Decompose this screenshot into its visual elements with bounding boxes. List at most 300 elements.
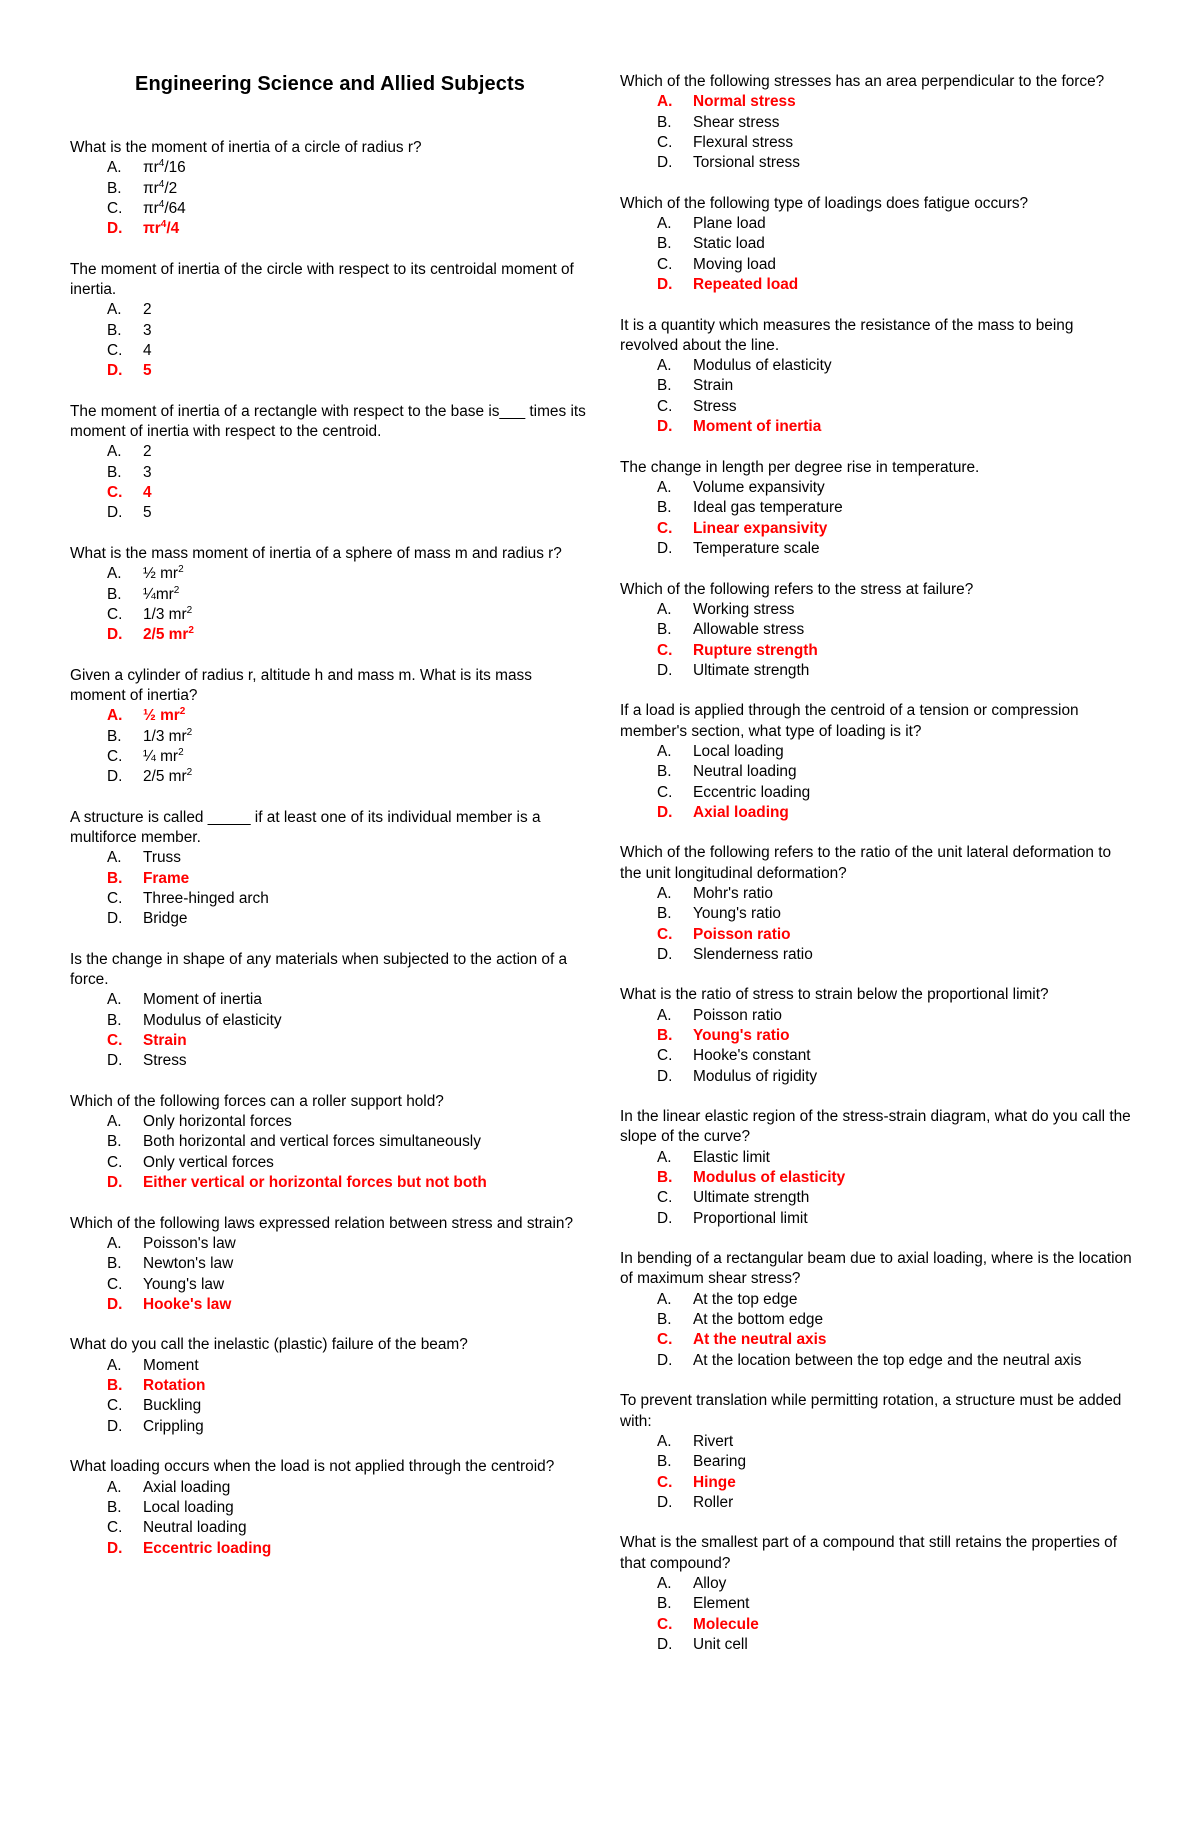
option-exponent: 4 [158,199,165,211]
option-main-text: Ultimate strength [693,1189,810,1207]
answer-option [620,1432,1135,1452]
question-block [620,1533,1135,1655]
option-text [693,742,1135,762]
question-text: What loading occurs when the load is not applied through the centroid? [70,1458,555,1476]
answer-option [70,767,590,787]
option-exponent: 2 [186,767,193,779]
option-list [70,848,590,930]
option-letter: D. [107,768,123,786]
option-main-text: Moment [143,1356,199,1374]
question-block [620,1107,1135,1229]
option-list [620,356,1135,438]
option-text [143,1275,590,1295]
answer-option [620,255,1135,275]
option-text [143,300,590,320]
option-text [693,113,1135,133]
answer-option [70,889,590,909]
answer-option [70,1498,590,1518]
option-text [693,1310,1135,1330]
option-text [693,1290,1135,1310]
option-main-text: πr [143,220,161,238]
answer-option [70,585,590,605]
option-main-text: At the bottom edge [693,1311,824,1329]
answer-option [70,990,590,1010]
option-letter: B. [107,1133,122,1151]
option-main-text: ¼ mr [143,747,179,765]
option-main-text: Stress [143,1052,187,1070]
option-main-text: Shear stress [693,113,780,131]
option-text [143,199,590,219]
answer-option [70,1153,590,1173]
option-text [693,519,1135,539]
option-letter: B. [107,585,122,603]
option-exponent: 2 [173,584,180,596]
option-text [143,1132,590,1152]
answer-option [620,783,1135,803]
option-text [693,1615,1135,1635]
option-main-text: Strain [693,377,734,395]
answer-option [620,113,1135,133]
option-text [693,1493,1135,1513]
option-text [693,945,1135,965]
option-suffix: /64 [164,200,186,218]
answer-option [620,1493,1135,1513]
option-main-text: Buckling [143,1397,202,1415]
option-letter: A. [107,301,122,319]
option-exponent: 2 [179,706,186,718]
answer-option [620,1148,1135,1168]
option-text [693,1635,1135,1655]
option-text [143,158,590,178]
option-letter: A. [107,443,122,461]
option-text [143,848,590,868]
option-letter: A. [657,478,672,496]
option-text [143,219,590,239]
option-text [693,498,1135,518]
option-letter: C. [657,255,673,273]
option-main-text: Either vertical or horizontal forces but not both [143,1174,487,1192]
question-block [620,1249,1135,1371]
option-text [693,1148,1135,1168]
answer-option [620,1310,1135,1330]
option-main-text: Newton's law [143,1255,234,1273]
answer-option [70,564,590,584]
option-text [693,417,1135,437]
answer-option [620,214,1135,234]
answer-option [620,234,1135,254]
answer-option [620,1209,1135,1229]
option-text [693,478,1135,498]
question-text: What is the mass moment of inertia of a sphere of mass m and radius r? [70,544,562,562]
option-letter: C. [107,1032,123,1049]
option-letter: A. [657,93,673,111]
option-text [693,397,1135,417]
option-text [693,1473,1135,1493]
question-text: The moment of inertia of a rectangle with respect to the base is___ times its moment of inertia with respect to the centroid. [70,402,586,441]
option-exponent: 2 [178,564,184,576]
option-letter: C. [657,1189,673,1207]
correct-answer-option [70,483,590,503]
question-block [620,1391,1135,1513]
option-text [143,1478,590,1498]
option-text [143,1539,590,1559]
option-list [70,1478,590,1560]
option-text [693,762,1135,782]
correct-answer-option [620,803,1135,823]
option-text [693,1209,1135,1229]
option-text [693,1067,1135,1087]
option-letter: D. [657,803,673,821]
option-text [143,1518,590,1538]
option-letter: C. [107,1153,123,1171]
option-main-text: ½ mr [143,707,180,725]
option-main-text: Eccentric loading [143,1539,272,1557]
option-letter: C. [657,925,673,943]
correct-answer-option [70,1031,590,1051]
question-block [620,194,1135,296]
option-text [693,803,1135,823]
option-main-text: Three-hinged arch [143,889,269,907]
option-list [620,742,1135,824]
answer-option [70,727,590,747]
option-letter: B. [107,1255,122,1273]
option-letter: C. [107,200,123,218]
option-main-text: Poisson ratio [693,1006,782,1024]
correct-answer-option [70,1539,590,1559]
option-main-text: At the location between the top edge and the neutral axis [693,1351,1082,1369]
option-text [693,600,1135,620]
option-text [693,884,1135,904]
correct-answer-option [70,706,590,726]
option-text [143,869,590,889]
option-list [70,1356,590,1438]
option-main-text: Flexural stress [693,134,794,152]
option-main-text: 2 [143,443,152,461]
answer-option [620,153,1135,173]
correct-answer-option [620,1330,1135,1350]
answer-option [620,600,1135,620]
option-text [143,1234,590,1254]
option-text [143,605,590,625]
option-main-text: 3 [143,463,152,481]
option-list [620,1148,1135,1230]
option-letter: D. [107,220,123,238]
option-text [143,503,590,523]
question-text: The moment of inertia of the circle with respect to its centroidal moment of inertia. [70,260,574,299]
answer-option [620,498,1135,518]
question-block [620,843,1135,965]
answer-option [70,1356,590,1376]
question-text: Which of the following type of loadings does fatigue occurs? [620,194,1029,212]
right-column [620,72,1135,1675]
option-main-text: Axial loading [693,803,789,821]
option-exponent: 2 [178,746,184,758]
left-column [70,72,590,1579]
answer-option [70,1518,590,1538]
question-block [70,544,590,646]
option-text [693,92,1135,112]
option-main-text: 4 [143,484,152,502]
question-text: Which of the following refers to the stress at failure? [620,580,974,598]
question-block [620,72,1135,174]
answer-option [70,1051,590,1071]
option-main-text: Elastic limit [693,1148,770,1166]
option-exponent: 4 [160,219,167,231]
option-letter: B. [107,1498,122,1516]
option-text [143,483,590,503]
answer-option [70,1234,590,1254]
option-main-text: Bridge [143,910,188,928]
option-text [693,1330,1135,1350]
question-text: What is the moment of inertia of a circle of radius r? [70,139,422,156]
option-letter: D. [657,1351,673,1369]
option-letter: C. [107,889,123,907]
correct-answer-option [620,1473,1135,1493]
option-main-text: Linear expansivity [693,519,828,537]
option-text [143,625,590,645]
option-letter: D. [657,946,673,963]
answer-option [70,1132,590,1152]
option-text [693,275,1135,295]
option-main-text: Modulus of elasticity [693,357,832,375]
option-letter: B. [657,1027,673,1045]
option-main-text: Moving load [693,255,776,273]
option-letter: D. [107,1539,123,1557]
option-letter: D. [657,1209,673,1227]
option-letter: C. [107,747,123,765]
question-text: What is the smallest part of a compound that still retains the properties of that compound? [620,1534,1118,1572]
option-list [620,92,1135,174]
option-text [143,179,590,199]
answer-option [620,884,1135,904]
option-main-text: Rivert [693,1432,734,1450]
option-text [693,904,1135,924]
answer-option [70,747,590,767]
correct-answer-option [620,519,1135,539]
option-letter: A. [107,1478,122,1496]
option-letter: B. [657,1453,672,1471]
option-main-text: 3 [143,321,152,339]
option-letter: A. [657,215,672,233]
correct-answer-option [70,1376,590,1396]
question-block [70,402,590,524]
option-exponent: 2 [186,604,193,616]
option-main-text: Young's ratio [693,905,781,923]
option-main-text: Repeated load [693,276,799,294]
answer-option [70,1254,590,1274]
answer-option [620,133,1135,153]
option-main-text: Normal stress [693,93,796,111]
option-list [620,884,1135,966]
correct-answer-option [620,1615,1135,1635]
option-list [620,1290,1135,1372]
option-letter: C. [657,783,673,801]
option-letter: B. [107,869,123,887]
option-main-text: Both horizontal and vertical forces simultaneously [143,1133,481,1151]
correct-answer-option [620,1026,1135,1046]
option-text [143,1011,590,1031]
option-letter: B. [657,621,672,639]
option-text [143,1376,590,1396]
correct-answer-option [620,1168,1135,1188]
option-text [143,1254,590,1274]
option-text [693,1351,1135,1371]
option-main-text: Torsional stress [693,154,800,172]
option-letter: B. [657,499,672,517]
option-main-text: Slenderness ratio [693,946,813,963]
option-list [70,158,590,240]
option-main-text: Hooke's law [143,1296,232,1314]
answer-option [70,321,590,341]
answer-option [70,1396,590,1416]
option-text [693,783,1135,803]
option-list [620,1006,1135,1088]
option-letter: D. [107,1296,123,1314]
question-text: The change in length per degree rise in temperature. [620,458,980,476]
answer-option [620,1635,1135,1655]
option-main-text: Element [693,1595,750,1613]
answer-option [620,356,1135,376]
option-letter: A. [657,1006,672,1024]
option-main-text: Stress [693,397,737,415]
option-letter: A. [657,357,672,375]
option-text [143,727,590,747]
option-exponent: 4 [158,178,165,190]
question-text: Which of the following forces can a roller support hold? [70,1092,444,1110]
answer-option [620,397,1135,417]
question-block [70,808,590,930]
option-letter: A. [657,884,672,902]
question-text: What is the ratio of stress to strain below the proportional limit? [620,986,1049,1004]
option-text [693,133,1135,153]
option-letter: B. [107,1377,123,1395]
option-letter: D. [107,362,123,380]
question-block [70,1335,590,1437]
option-letter: D. [107,1052,123,1070]
option-text [143,747,590,767]
option-main-text: ¼mr [143,585,174,603]
option-main-text: Axial loading [143,1478,231,1496]
correct-answer-option [620,92,1135,112]
answer-option [70,1112,590,1132]
option-text [693,1046,1135,1066]
option-main-text: Proportional limit [693,1209,808,1227]
option-main-text: Working stress [693,600,795,618]
option-letter: C. [107,342,123,360]
answer-option [620,661,1135,681]
option-text [143,1031,590,1051]
answer-option [620,742,1135,762]
option-text [693,620,1135,640]
option-main-text: Modulus of rigidity [693,1067,818,1085]
correct-answer-option [70,361,590,381]
option-letter: B. [657,905,672,923]
option-list [620,1432,1135,1514]
answer-option [620,620,1135,640]
option-main-text: Temperature scale [693,540,820,558]
option-main-text: Rupture strength [693,641,818,659]
option-main-text: ½ mr [143,565,179,583]
option-main-text: Ideal gas temperature [693,499,843,517]
option-main-text: Young's ratio [693,1027,790,1045]
answer-option [620,1574,1135,1594]
option-letter: D. [107,626,123,644]
option-list [70,300,590,382]
answer-option [70,463,590,483]
correct-answer-option [620,641,1135,661]
option-text [693,661,1135,681]
option-main-text: Local loading [143,1498,234,1516]
option-main-text: 5 [143,362,152,380]
option-text [143,1417,590,1437]
option-letter: A. [657,1290,672,1308]
right-question-list [620,72,1135,1655]
option-main-text: Static load [693,235,765,253]
option-text [693,376,1135,396]
option-main-text: Allowable stress [693,621,805,639]
option-text [693,255,1135,275]
option-main-text: Roller [693,1493,734,1511]
option-main-text: Rotation [143,1377,206,1395]
answer-option [620,376,1135,396]
option-main-text: πr [143,159,159,177]
question-text: In the linear elastic region of the stress-strain diagram, what do you call the slope of the curve? [620,1108,1131,1146]
option-text [143,585,590,605]
option-letter: B. [107,463,122,481]
option-text [693,925,1135,945]
option-list [70,564,590,646]
option-letter: D. [107,504,123,522]
option-main-text: 2/5 mr [143,768,187,786]
option-main-text: 2/5 mr [143,626,189,644]
question-block [620,701,1135,823]
option-letter: B. [657,1169,673,1187]
option-letter: B. [657,377,672,395]
correct-answer-option [70,1295,590,1315]
option-main-text: Plane load [693,215,766,233]
option-text [143,1153,590,1173]
option-list [70,1112,590,1194]
answer-option [70,179,590,199]
option-letter: D. [657,276,673,294]
option-letter: C. [657,1047,673,1065]
option-text [143,1051,590,1071]
correct-answer-option [620,925,1135,945]
option-suffix: /2 [164,179,178,197]
option-letter: D. [657,1067,673,1085]
correct-answer-option [70,219,590,239]
option-letter: D. [107,1417,123,1435]
option-main-text: Poisson's law [143,1234,236,1252]
option-main-text: 5 [143,504,152,522]
answer-option [620,1594,1135,1614]
option-main-text: Local loading [693,742,784,760]
option-main-text: πr [143,179,159,197]
option-letter: A. [107,1356,122,1374]
option-letter: C. [107,484,123,502]
option-letter: A. [657,600,672,618]
option-exponent: 2 [188,625,194,637]
answer-option [620,1188,1135,1208]
option-letter: B. [107,179,122,197]
option-letter: B. [657,235,672,253]
option-text [143,1356,590,1376]
option-text [143,1173,590,1193]
answer-option [620,539,1135,559]
option-letter: C. [657,1615,673,1633]
option-main-text: Mohr's ratio [693,884,773,902]
option-main-text: Only horizontal forces [143,1113,292,1131]
